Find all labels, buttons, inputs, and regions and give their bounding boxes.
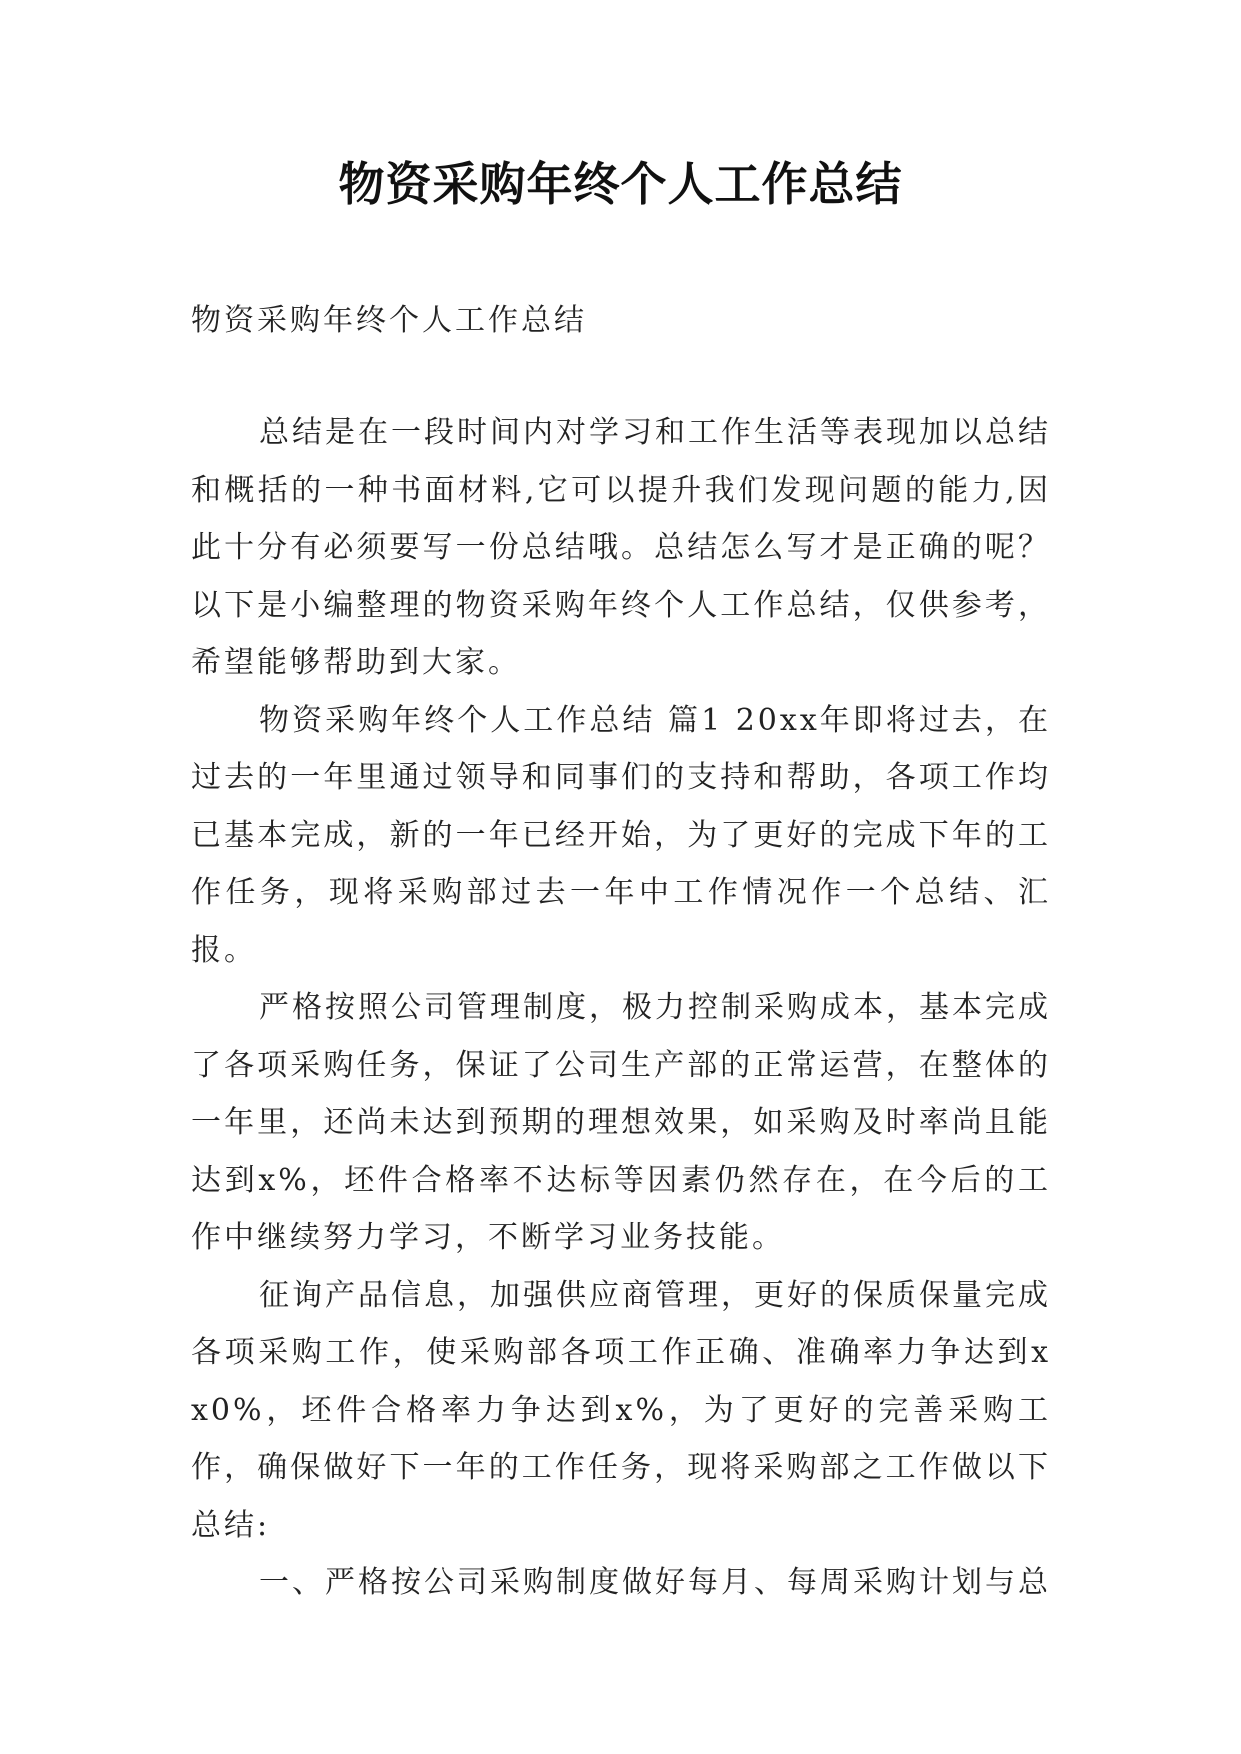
document-body: [191, 404, 1051, 1612]
paragraph-intro: 总结是在一段时间内对学习和工作生活等表现加以总结和概括的一种书面材料,它可以提升我们发现问题的能力,因此十分有必须要写一份总结哦。总结怎么写才是正确的呢？以下是小编整理的物资采购年终个人工作总结，仅供参考，希望能够帮助到大家。: [191, 415, 1051, 680]
paragraph-supplier-management: 征询产品信息，加强供应商管理，更好的保质保量完成各项采购工作，使采购部各项工作正确、准确率力争达到xx0%，坯件合格率力争达到x%，为了更好的完善采购工作，确保做好下一年的工作任务，现将采购部之工作做以下总结:: [191, 1277, 1051, 1543]
paragraph-part1-opening: 物资采购年终个人工作总结 篇1 20xx年即将过去，在过去的一年里通过领导和同事们的支持和帮助，各项工作均已基本完成，新的一年已经开始，为了更好的完成下年的工作任务，现将采购部过去一年中工作情况作一个总结、汇报。: [191, 702, 1051, 968]
paragraph-cost-control: 严格按照公司管理制度，极力控制采购成本，基本完成了各项采购任务，保证了公司生产部的正常运营，在整体的一年里，还尚未达到预期的理想效果，如采购及时率尚且能达到x%，坯件合格率不达标等因素仍然存在，在今后的工作中继续努力学习，不断学习业务技能。: [191, 990, 1051, 1255]
document-subtitle: 物资采购年终个人工作总结: [191, 303, 587, 338]
paragraph-section-one: 一、严格按公司采购制度做好每月、每周采购计划与总: [259, 1565, 1051, 1600]
document-title: 物资采购年终个人工作总结: [338, 157, 903, 211]
